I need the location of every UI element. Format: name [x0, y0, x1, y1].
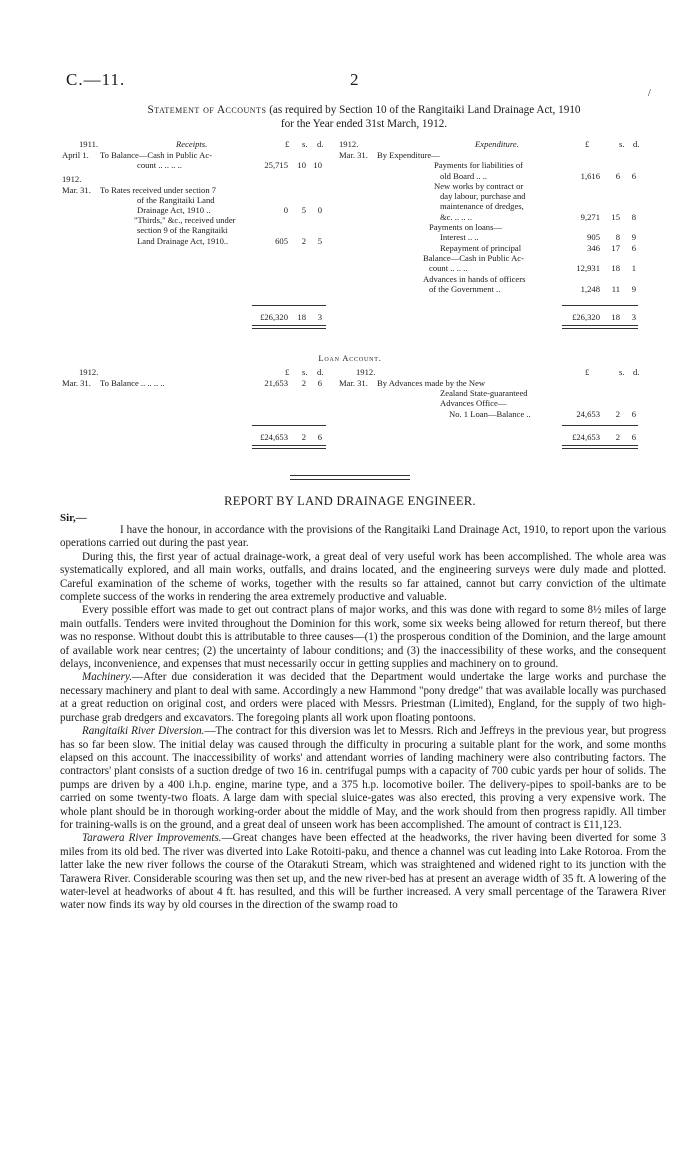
expenditure-total-pence: 3 — [631, 312, 636, 322]
loan-left-total-pence: 6 — [317, 432, 322, 442]
expenditure-interest-pounds: 905 — [587, 232, 600, 242]
loan-left-total-pounds: £24,653 — [260, 432, 288, 442]
receipts-total-shillings: 18 — [297, 312, 306, 322]
loan-right-date: Mar. 31. — [339, 378, 368, 388]
paragraph-3: Every possible effort was made to get out contract plans of major works, and this was done with regard to some 8½ miles of large main outfalls. Tenders were invited throughout the Dominion for this work, some six weeks being allowed for return thereof, but there was no response. Without doubt this is attributable to three causes—(1) the prosperous condition of the Dominion, and the large amount of available work near centres; (2) the uncertainty of labour conditions; and (3) the inaccessibility of these works, and the consequent delays, inconvenience, and expenses that must necessarily occur in getting supplies and machinery on to ground. — [60, 604, 666, 671]
receipts-item-1-pounds: 25,715 — [264, 160, 288, 170]
loan-right-item-line-1: By Advances made by the New — [377, 378, 486, 388]
loan-account-title: Loan Account. — [318, 353, 382, 363]
expenditure-old-board-pence: 6 — [631, 171, 636, 181]
expenditure-total-shillings: 18 — [611, 312, 620, 322]
loan-right-item-line-3: Advances Office— — [440, 398, 507, 408]
loan-account-table — [0, 0, 700, 460]
expenditure-new-works-pence: 8 — [631, 212, 636, 222]
expenditure-new-works-pounds: 9,271 — [580, 212, 600, 222]
loan-left-pound-label: £ — [285, 367, 290, 377]
section-separator-2 — [290, 479, 410, 480]
expenditure-balance-pounds: 12,931 — [576, 263, 600, 273]
receipts-shilling-label: s. — [302, 139, 308, 149]
expenditure-advances-shillings: 11 — [611, 284, 620, 294]
expenditure-new-works-shillings: 15 — [611, 212, 620, 222]
loan-left-shilling-label: s. — [302, 367, 308, 377]
paragraph-2: During this, the first year of actual drainage-work, a great deal of very useful work has been accomplished. The whole area was systematically explored, and all main works, outfalls, and drains located, and the engineering surveys were duly made and plotted. Careful examination of the scheme of works, together with the results so far attained, cannot but carry conviction of the ultimate complete success of the works in rendering the area extremely productive and valuable. — [60, 550, 666, 604]
paragraph-5 — [60, 725, 666, 832]
loan-left-pounds: 21,653 — [264, 378, 288, 388]
loan-right-shillings: 2 — [615, 409, 620, 419]
expenditure-line-1: Payments for liabilities of — [434, 160, 524, 170]
receipts-pound-label: £ — [285, 139, 290, 149]
expenditure-line-9: Repayment of principal — [440, 243, 522, 253]
loan-right-pence: 6 — [631, 409, 636, 419]
loan-right-shilling-label: s. — [619, 367, 625, 377]
paragraph-4-heading: Machinery. — [82, 671, 133, 684]
receipts-item-3-pence: 5 — [317, 236, 322, 246]
expenditure-year: 1912. — [339, 139, 359, 149]
expenditure-heading: Expenditure. — [475, 139, 519, 149]
loan-right-total-rule — [562, 445, 638, 449]
paragraph-6 — [60, 832, 666, 912]
statement-title-line2: for the Year ended 31st March, 1912. — [280, 118, 448, 130]
report-body — [60, 524, 666, 913]
expenditure-pound-label: £ — [585, 139, 590, 149]
loan-right-total-shillings: 2 — [615, 432, 620, 442]
loan-right-item-line-2: Zealand State-guaranteed — [440, 388, 528, 398]
receipts-item-3-line-1: "Thirds," &c., received under — [134, 215, 236, 225]
expenditure-line-8: Interest .. .. — [440, 232, 479, 242]
paragraph-1: I have the honour, in accordance with the provisions of the Rangitaiki Land Drainage Act, 1910, to report upon the various operations carried out during the past year. — [60, 524, 666, 550]
receipts-heading: Receipts. — [176, 139, 208, 149]
receipts-item-2-pounds: 0 — [283, 205, 288, 215]
expenditure-line-2: old Board .. .. — [440, 171, 488, 181]
paragraph-5-heading: Rangitaiki River Diversion. — [82, 725, 205, 738]
expenditure-line-5: maintenance of dredges, — [440, 201, 524, 211]
receipts-item-2-line-3: Drainage Act, 1910 .. — [137, 205, 211, 215]
loan-left-pence: 6 — [317, 378, 322, 388]
loan-left-pence-label: d. — [317, 367, 324, 377]
loan-left-year: 1912. — [79, 367, 99, 377]
expenditure-line-3: New works by contract or — [434, 181, 524, 191]
loan-right-total-pence: 6 — [631, 432, 636, 442]
loan-left-total-rule — [252, 445, 326, 449]
expenditure-line-10: Balance—Cash in Public Ac- — [423, 253, 524, 263]
statement-title-rest: (as required by Section 10 of the Rangitaiki Land Drainage Act, 1910 — [269, 104, 581, 116]
expenditure-pence-label: d. — [633, 139, 640, 149]
paragraph-5-text: —The contract for this diversion was let to Messrs. Rich and Jeffreys in the previous year, but progress has so far been slow. The initial delay was caused through the difficulty in procuring a suitable plant for the work, and some months elapsed on this account. The inaccessibility of works' and attendant worries of landing machinery were also contributing factors. The contractors' plant consists of a suction dredge of two 16 in. centrifugal pumps with a capacity of 700 cubic yards per hour of solids. The pumps are driven by a 400 i.h.p. engine, marine type, and a 375 h.p. locomotive boiler. The delivery-pipes to spoil-banks are to be carried on some twenty-two floats. A large dam with special sluice-gates was also erected, this proving a very expensive work. The whole plant should be in thorough working-order about the middle of May, and the work should from then progress rapidly. All timber for training-walls is on the ground, and a great deal of unseen work has been accomplished. The amount of contract is £11,123. — [60, 725, 666, 831]
receipts-year-2: 1912. — [62, 174, 82, 184]
loan-right-pounds: 24,653 — [576, 409, 600, 419]
expenditure-advances-pence: 9 — [631, 284, 636, 294]
salutation: Sir,— — [60, 512, 87, 524]
loan-right-total-pounds: £24,653 — [572, 432, 600, 442]
loan-right-item-line-4: No. 1 Loan—Balance .. — [449, 409, 531, 419]
expenditure-old-board-shillings: 6 — [615, 171, 620, 181]
paragraph-6-text: —Great changes have been effected at the headworks, the river having been diverted for some 3 miles from its old bed. The river was diverted into Lake Rotoiti-paku, and thence a channel was cut leading into Lake Rotoroa. From the latter lake the new river follows the course of the Otarakuti Stream, which was straightened and widened right to its junction with the Tarawera River. Considerable scouring was then set up, and the new river-bed has at present an average width of 35 ft. A lowering of the water-level at headworks of about 4 ft. has resulted, and this will be further increased. A very small percentage of the Tarawera River water now finds its way by old courses in the direction of the swamp road to — [60, 832, 666, 912]
receipts-item-3-pounds: 605 — [275, 236, 288, 246]
receipts-year: 1911. — [79, 139, 99, 149]
expenditure-line-6: &c. .. .. .. — [440, 212, 472, 222]
expenditure-interest-shillings: 8 — [615, 232, 620, 242]
report-reference: C.—11. — [66, 70, 126, 89]
loan-left-total-shillings: 2 — [301, 432, 306, 442]
expenditure-balance-shillings: 18 — [611, 263, 620, 273]
receipts-item-2-shillings: 5 — [301, 205, 306, 215]
expenditure-date: Mar. 31. — [339, 150, 368, 160]
expenditure-balance-pence: 1 — [631, 263, 636, 273]
receipts-item-1-line-1: To Balance—Cash in Public Ac- — [100, 150, 213, 160]
loan-right-pence-label: d. — [633, 367, 640, 377]
report-title: REPORT BY LAND DRAINAGE ENGINEER. — [224, 494, 476, 508]
expenditure-shilling-label: s. — [619, 139, 625, 149]
statement-title-label: Statement of Accounts — [147, 104, 267, 116]
loan-left-sum-rule — [252, 425, 326, 426]
receipts-date-1: April 1. — [62, 150, 89, 160]
expenditure-principal-shillings: 17 — [611, 243, 620, 253]
receipts-item-3-shillings: 2 — [301, 236, 306, 246]
section-separator — [290, 475, 410, 476]
paragraph-4-text: —After due consideration it was decided that the Department would undertake the large works and purchase the necessary machinery and plant to deal with same. Accordingly a new Hammond "pony dredge" that was available locally was purchased at a great reduction on original cost, and orders were placed with Messrs. Priestman (Limited), England, for the supply of two high-purchase grab dredgers and excavators. The foregoing plants all work upon floating pontoons. — [60, 671, 666, 724]
receipts-date-2: Mar. 31. — [62, 185, 91, 195]
receipts-item-3-line-3: Land Drainage Act, 1910.. — [137, 236, 229, 246]
corner-mark: / — [648, 88, 651, 99]
page-number: 2 — [350, 70, 359, 89]
paragraph-6-heading: Tarawera River Improvements. — [82, 832, 222, 845]
loan-right-year: 1912. — [356, 367, 376, 377]
receipts-item-1-pence: 10 — [313, 160, 322, 170]
expenditure-old-board-pounds: 1,616 — [580, 171, 600, 181]
expenditure-interest-pence: 9 — [631, 232, 636, 242]
loan-left-date: Mar. 31. — [62, 378, 91, 388]
loan-right-pound-label: £ — [585, 367, 590, 377]
expenditure-line-4: day labour, purchase and — [440, 191, 526, 201]
receipts-total-pounds: £26,320 — [260, 312, 288, 322]
receipts-item-3-line-2: section 9 of the Rangitaiki — [137, 225, 228, 235]
receipts-pence-label: d. — [317, 139, 324, 149]
loan-left-item: To Balance .. .. .. .. — [100, 378, 165, 388]
expenditure-advances-pounds: 1,248 — [580, 284, 600, 294]
receipts-item-2-pence: 0 — [317, 205, 322, 215]
expenditure-line-11: count .. .. .. — [429, 263, 468, 273]
receipts-item-2-line-2: of the Rangitaiki Land — [137, 195, 215, 205]
expenditure-principal-pounds: 346 — [587, 243, 600, 253]
paragraph-4 — [60, 671, 666, 725]
expenditure-line-13: of the Government .. — [429, 284, 501, 294]
expenditure-total-pounds: £26,320 — [572, 312, 600, 322]
loan-right-sum-rule — [562, 425, 638, 426]
receipts-total-pence: 3 — [317, 312, 322, 322]
receipts-item-1-shillings: 10 — [297, 160, 306, 170]
receipts-item-1-line-2: count .. .. .. .. — [137, 160, 182, 170]
expenditure-line-12: Advances in hands of officers — [423, 274, 526, 284]
expenditure-line-7: Payments on loans— — [429, 222, 503, 232]
receipts-item-2-line-1: To Rates received under section 7 — [100, 185, 217, 195]
loan-left-shillings: 2 — [301, 378, 306, 388]
expenditure-by-line: By Expenditure— — [377, 150, 440, 160]
expenditure-principal-pence: 6 — [631, 243, 636, 253]
